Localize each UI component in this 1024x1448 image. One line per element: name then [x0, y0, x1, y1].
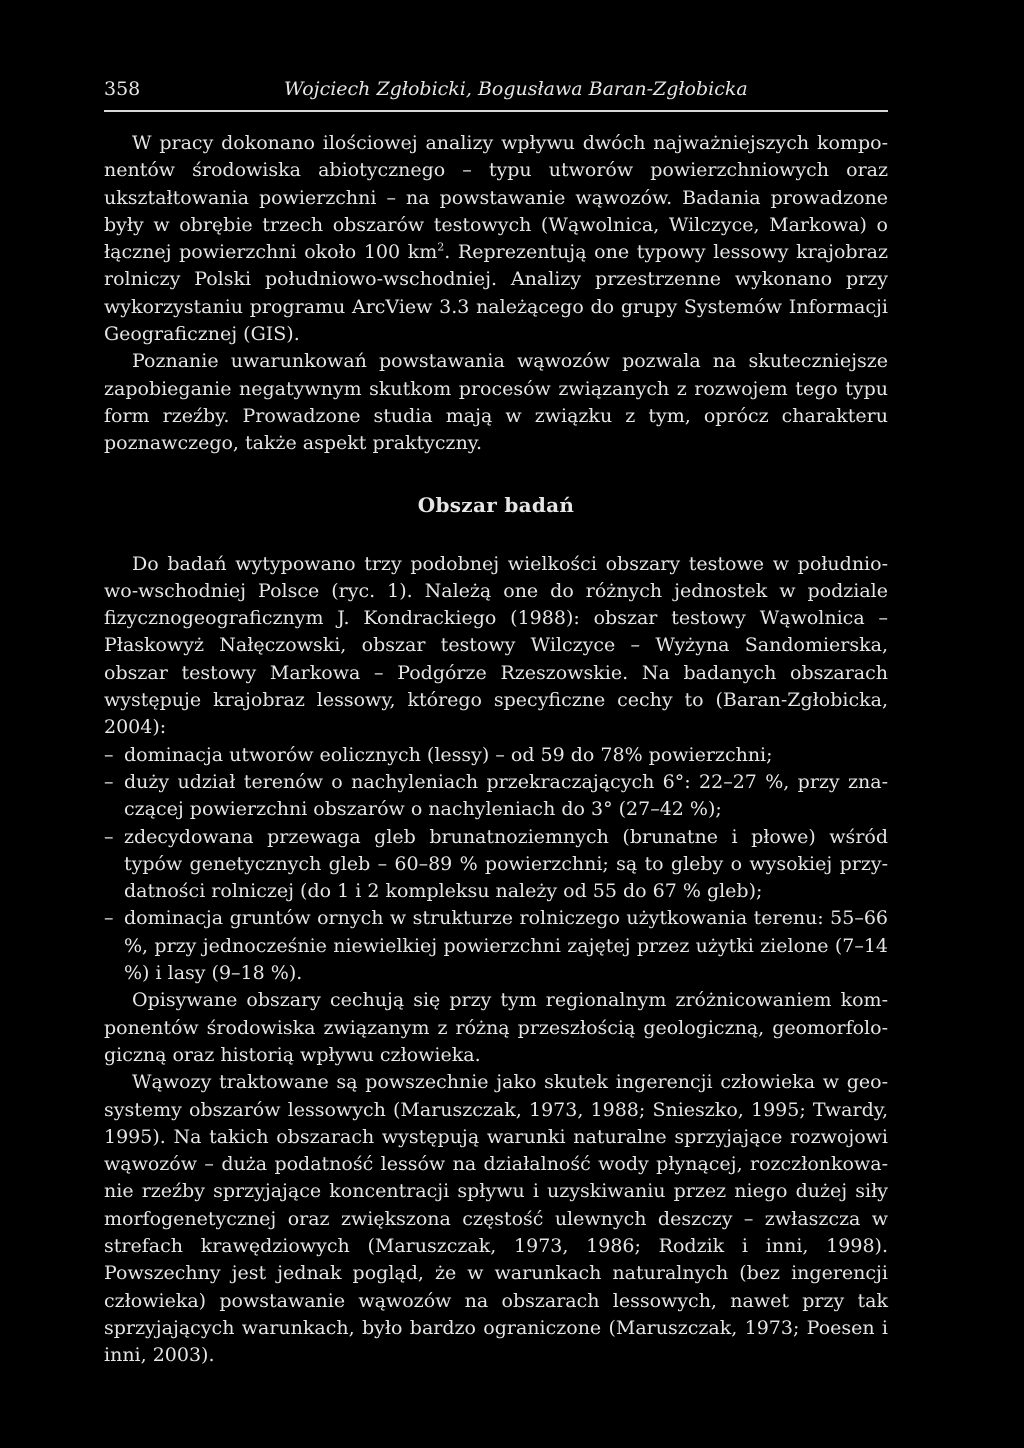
list-item: – dominacja utworów eolicznych (lessy) – od 59 do 78% powierzchni; [104, 742, 888, 769]
section-paragraph-3: Wąwozy traktowane są powszechnie jako skutek ingerencji człowieka w geosystemy obszarów lessowych (Maruszczak, 1973, 1988; Snieszko, 1995; Twardy, 1995). Na takich obszarach występują warunki naturalne sprzyjające rozwojowi wąwozów – duża podatność lessów na działalność wody płynącej, rozczłonkowanie rzeźby sprzyjające koncentracji spływu i uzyskiwaniu przez niego dużej siły morfogenetycznej oraz zwiększona częstość ulewnych deszczy – zwłaszcza w strefach krawędziowych (Maruszczak, 1973, 1986; Rodzik i inni, 1998). Powszechny jest jednak pogląd, że w warunkach naturalnych (bez ingerencji człowieka) powstawanie wąwozów na obszarach lessowych, nawet przy tak sprzyjających warunkach, było bardzo ograniczone (Maruszczak, 1973; Poesen i inni, 2003). [104, 1071, 888, 1367]
intro-p1-text-cont: . Reprezentują one typowy lessowy krajobraz rolniczy Polski południowo-wschodniej. Analizy przestrzenne wykonano przy wykorzystaniu programu ArcView 3.3 należącego do grupy Systemów Informacji Geograficznej (GIS). [104, 241, 888, 346]
superscript: 2 [437, 240, 445, 254]
section-paragraph-2: Opisywane obszary cechują się przy tym regionalnym zróżnicowaniem komponentów środowiska związanym z różną przeszłością geologiczną, geomorfologiczną oraz historią wpływu człowieka. [104, 989, 888, 1066]
header-rule [104, 110, 888, 112]
running-head-authors: Wojciech Zgłobicki, Bogusława Baran-Zgłobicka [284, 78, 748, 100]
list-item: – zdecydowana przewaga gleb brunatnoziemnych (brunatne i płowe) wśród typów genetycznych gleb – 60–89 % powierzchni; są to gleby o wysokiej przydatności rolniczej (do 1 i 2 kompleksu należy od 55 do 67 % gleb); [104, 824, 888, 906]
section-paragraph-1: Do badań wytypowano trzy podobnej wielkości obszary testowe w południowo-wschodniej Polsce (ryc. 1). Należą one do różnych jednostek w podziale fizycznogeograficznym J. Kondrackiego (1988): obszar testowy Wąwolnica – Płaskowyż Nałęczowski, obszar testowy Wilczyce – Wyżyna Sandomierska, obszar testowy Markowa – Podgórze Rzeszowskie. Na badanych obszarach występuje krajobraz lessowy, którego specyficzne cechy to (Baran-Zgłobicka, 2004): [104, 552, 888, 739]
list-item: – duży udział terenów o nachyleniach przekraczających 6°: 22–27 %, przy znaczącej powierzchni obszarów o nachyleniach do 3° (27–42 %); [104, 769, 888, 824]
body-text [104, 130, 888, 1369]
document-page [104, 72, 888, 1369]
characteristics-list [104, 742, 888, 988]
running-head [104, 72, 888, 106]
section-heading: Obszar badań [417, 492, 575, 517]
page-number: 358 [104, 78, 141, 100]
intro-paragraph-1 [104, 130, 888, 348]
intro-paragraph-2: Poznanie uwarunkowań powstawania wąwozów pozwala na skuteczniejsze zapobieganie negatywnym skutkom procesów związanych z rozwojem tego typu form rzeźby. Prowadzone studia mają w związku z tym, oprócz charakteru poznawczego, także aspekt praktyczny. [104, 350, 888, 455]
intro-p1-text: W pracy dokonano ilościowej analizy wpływu dwóch najważniejszych komponentów środowiska abiotycznego – typu utworów powierzchniowych oraz ukształtowania powierzchni – na powstawanie wąwozów. Badania prowadzone były w obrębie trzech obszarów testowych (Wąwolnica, Wilczyce, Markowa) o łącznej powierzchni około 100 km [104, 132, 888, 264]
list-item: – dominacja gruntów ornych w strukturze rolniczego użytkowania terenu: 55–66 %, przy jednocześnie niewielkiej powierzchni zajętej przez użytki zielone (7–14 %) i lasy (9–18 %). [104, 905, 888, 987]
